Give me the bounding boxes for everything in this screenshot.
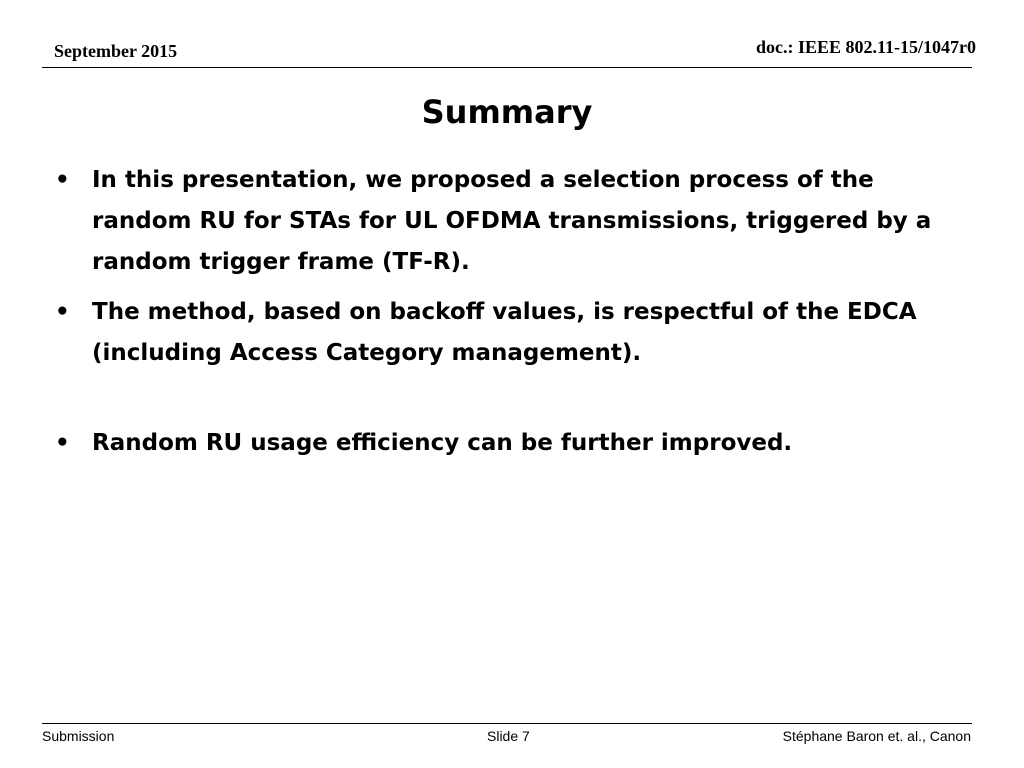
bullet-text: The method, based on backoff values, is respectful of the EDCA (including Access Category management). [92, 299, 917, 366]
footer-divider [42, 723, 972, 724]
header-divider [42, 67, 972, 68]
bullet-item [55, 160, 955, 283]
bullet-dot-icon: • [55, 299, 70, 325]
bullet-list [55, 160, 955, 464]
footer-submission: Submission [42, 728, 115, 744]
bullet-dot-icon: • [55, 167, 70, 193]
bullet-item [55, 423, 955, 464]
header-doc-id: doc.: IEEE 802.11-15/1047r0 [755, 37, 976, 57]
bullet-text: Random RU usage efficiency can be further improved. [92, 430, 793, 456]
slide-title: Summary [421, 93, 593, 131]
bullet-text: In this presentation, we proposed a selection process of the random RU for STAs for UL OFDMA transmissions, triggered by a random trigger frame (TF-R). [92, 167, 932, 275]
bullet-item [55, 292, 955, 374]
footer-author: Stéphane Baron et. al., Canon [782, 728, 971, 744]
header-date: September 2015 [54, 41, 178, 61]
bullet-dot-icon: • [55, 430, 70, 456]
footer-slide-number: Slide 7 [487, 728, 530, 744]
